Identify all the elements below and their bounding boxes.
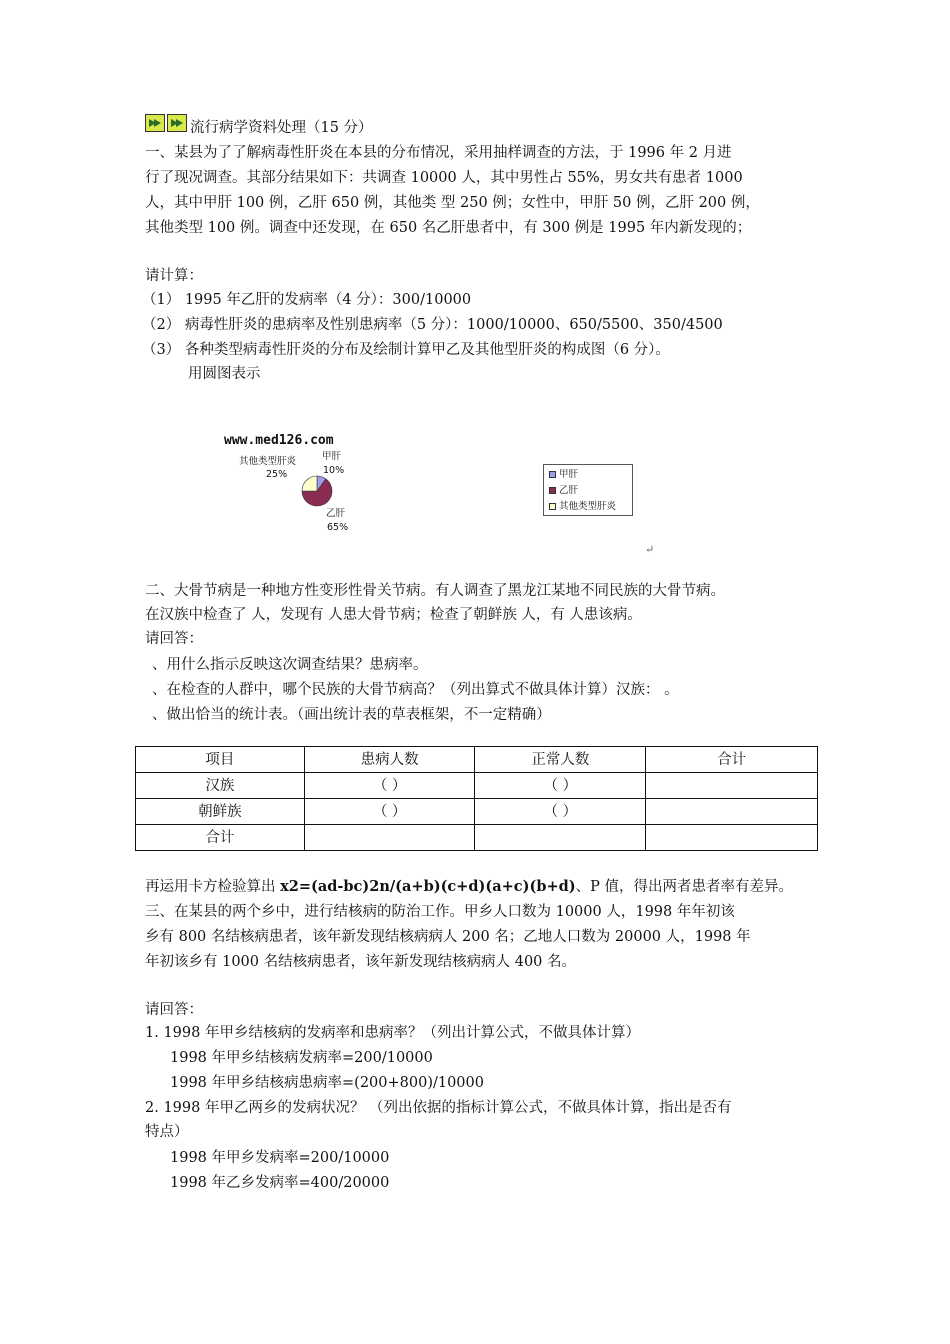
q3-line: 1998 年甲乡发病率=200/10000 xyxy=(170,1150,390,1166)
table-cell xyxy=(304,825,475,851)
table-row xyxy=(136,825,818,851)
legend-swatch xyxy=(549,487,556,494)
q3-ask: 请回答： xyxy=(145,1002,203,1018)
pie-label-jia-name: 甲肝 xyxy=(322,451,342,462)
q1-para-line: 一、某县为了了解病毒性肝炎在本县的分布情况，采用抽样调查的方法，于 1996 年 2 月进 xyxy=(145,145,732,161)
statistics-table xyxy=(135,746,818,851)
q3-line: 2. 1998 年甲乙两乡的发病状况？ （列出依据的指标计算公式，不做具体计算，指出是否有 xyxy=(145,1100,732,1116)
legend-label: 甲肝 xyxy=(559,469,579,480)
q2-item: 、在检查的人群中，哪个民族的大骨节病高？（列出算式不做具体计算）汉族： 。 xyxy=(152,682,679,698)
q1-para-line: 人，其中甲肝 100 例，乙肝 650 例，其他类 型 250 例；女性中，甲肝 50 例，乙肝 200 例， xyxy=(145,195,760,211)
q2-para-line: 二、大骨节病是一种地方性变形性骨关节病。有人调查了黑龙江某地不同民族的大骨节病。 xyxy=(145,583,725,599)
q2-item: 、做出恰当的统计表。（画出统计表的草表框架，不一定精确） xyxy=(152,707,551,723)
q3-para-line: 三、在某县的两个乡中，进行结核病的防治工作。甲乡人口数为 10000 人，1998 年年初该 xyxy=(145,904,735,920)
q1-item: （3） 各种类型病毒性肝炎的分布及绘制计算甲乙及其他型肝炎的构成图（6 分）。 xyxy=(142,342,670,358)
q2-conclusion xyxy=(145,877,793,897)
conclusion-prefix: 再运用卡方检验算出 xyxy=(145,879,281,895)
header-icons xyxy=(145,114,187,132)
arrow-icon xyxy=(145,114,165,132)
table-cell: （ ） xyxy=(475,773,646,799)
q1-item: （2） 病毒性肝炎的患病率及性别患病率（5 分）：1000/10000、650/5500、350/4500 xyxy=(142,317,723,333)
q3-para-line: 年初该乡有 1000 名结核病患者，该年新发现结核病病人 400 名。 xyxy=(145,954,577,970)
q3-line: 1998 年甲乡结核病发病率=200/10000 xyxy=(170,1050,433,1066)
table-cell xyxy=(646,773,818,799)
q3-line: 特点） xyxy=(145,1124,189,1140)
table-cell: 合计 xyxy=(136,825,305,851)
table-cell xyxy=(475,825,646,851)
conclusion-suffix: 、P 值，得出两者患者率有差异。 xyxy=(575,879,794,895)
q3-line: 1998 年甲乡结核病患病率=(200+800)/10000 xyxy=(170,1075,484,1091)
q3-line: 1998 年乙乡发病率=400/20000 xyxy=(170,1175,390,1191)
pie-label-yi-name: 乙肝 xyxy=(326,508,346,519)
table-row xyxy=(136,773,818,799)
table-cell xyxy=(646,799,818,825)
legend-label: 乙肝 xyxy=(559,485,579,496)
table-cell xyxy=(646,825,818,851)
table-cell: （ ） xyxy=(475,799,646,825)
table-cell: （ ） xyxy=(304,799,475,825)
q2-para-line: 在汉族中检查了 人，发现有 人患大骨节病；检查了朝鲜族 人，有 人患该病。 xyxy=(145,607,642,623)
q1-item: （1） 1995 年乙肝的发病率（4 分）：300/10000 xyxy=(142,292,472,308)
table-cell: 汉族 xyxy=(136,773,305,799)
table-header-cell: 正常人数 xyxy=(475,747,646,773)
table-header-cell: 合计 xyxy=(646,747,818,773)
pie-slice-其他类型肝炎 xyxy=(302,476,317,491)
section-title: 流行病学资料处理（15 分） xyxy=(190,120,373,136)
pie-label-other-name: 其他类型肝炎 xyxy=(239,456,297,467)
table-row xyxy=(136,799,818,825)
legend-swatch xyxy=(549,503,556,510)
table-cell: 朝鲜族 xyxy=(136,799,305,825)
table-header-cell: 项目 xyxy=(136,747,305,773)
pie-label-jia-pct: 10% xyxy=(323,465,345,476)
q1-para-line: 其他类型 100 例。调查中还发现，在 650 名乙肝患者中，有 300 例是 1995 年内新发现的； xyxy=(145,220,752,236)
legend-item-yi xyxy=(549,485,578,496)
watermark-url: www.med126.com xyxy=(224,433,334,448)
legend-item-jia xyxy=(549,469,578,480)
q1-note: 用圆图表示 xyxy=(188,366,261,382)
pie-label-other-pct: 25% xyxy=(266,469,288,480)
arrow-icon xyxy=(167,114,187,132)
legend-item-other xyxy=(549,501,616,512)
pie-label-yi-pct: 65% xyxy=(327,522,349,533)
q3-para-line: 乡有 800 名结核病患者，该年新发现结核病病人 200 名；乙地人口数为 20000 人，1998 年 xyxy=(145,929,751,945)
legend-swatch xyxy=(549,471,556,478)
table-header-cell: 患病人数 xyxy=(304,747,475,773)
chart-legend xyxy=(543,464,633,516)
pie-chart xyxy=(300,474,334,508)
paragraph-mark: ↵ xyxy=(645,543,655,556)
q3-line: 1. 1998 年甲乡结核病的发病率和患病率？（列出计算公式，不做具体计算） xyxy=(145,1025,640,1041)
q1-para-line: 行了现况调查。其部分结果如下：共调查 10000 人，其中男性占 55%，男女共有患者 1000 xyxy=(145,170,743,186)
table-header-row xyxy=(136,747,818,773)
q2-ask: 请回答： xyxy=(145,631,203,647)
chi-square-formula: x2=(ad-bc)2n/(a+b)(c+d)(a+c)(b+d) xyxy=(280,878,576,895)
table-cell: （ ） xyxy=(304,773,475,799)
q1-ask: 请计算： xyxy=(145,268,203,284)
q2-item: 、用什么指示反映这次调查结果？患病率。 xyxy=(152,657,428,673)
legend-label: 其他类型肝炎 xyxy=(559,501,617,512)
